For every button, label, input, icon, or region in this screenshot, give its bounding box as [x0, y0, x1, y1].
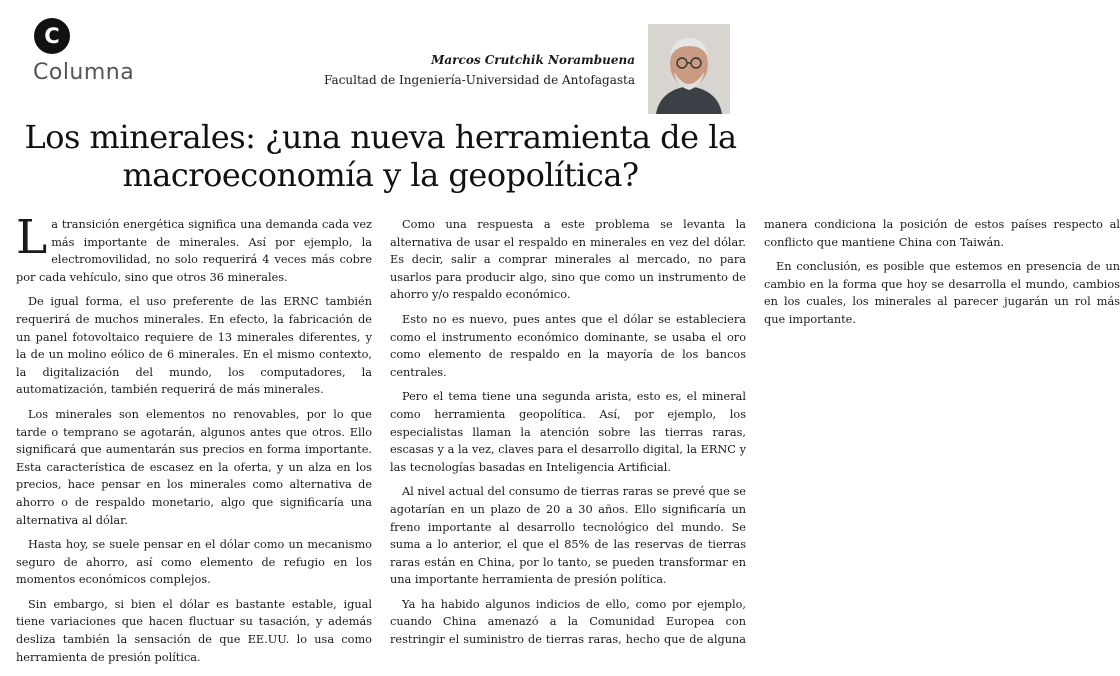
article-paragraph: Esto no es nuevo, pues antes que el dólar se estableciera como el instrumento económico dominante, se usaba el oro como elemento de respaldo en la mayoría de los bancos centrales. [390, 312, 746, 379]
author-photo [648, 24, 730, 114]
article-paragraph: Al nivel actual del consumo de tierras raras se prevé que se agotarían en un plazo de 20 a 30 años. Ello significaría un freno importante al desarrollo tecnológico del mundo. Se suma a lo anterior, el que el 85% de las reservas de tierras raras están en China, por lo tanto, se pueden transformar en una importante herramienta de presión política. [390, 485, 746, 587]
article-paragraph: La transición energética significa una demanda cada vez más importante de minerales. Así por ejemplo, la electromovilidad, no solo requerirá 4 veces más cobre por cada vehículo, sino que otros 36 minerales. [16, 210, 372, 284]
article-paragraph: De igual forma, el uso preferente de las ERNC también requerirá de muchos minerales. En efecto, la fabricación de un panel fotovoltaico requiere de 13 minerales diferentes, y la de un molino eólico de 6 minerales. En el mismo contexto, la digitalización del mundo, los computadores, la automatización, también requerirá de más minerales. [16, 295, 372, 397]
column-header [0, 0, 761, 118]
article-paragraph: En conclusión, es posible que estemos en presencia de un cambio en la forma que hoy se desarrolla el mundo, cambios en los cuales, los minerales al parecer jugarán un rol más que importante. [764, 260, 1120, 326]
drop-cap: L [16, 210, 48, 265]
article-paragraph: Los minerales son elementos no renovables, por lo que tarde o temprano se agotarán, algunos antes que otros. Ello significará que aumentarán sus precios en forma importante. Esta característica de escasez en la oferta, y un alza en los precios, hace pensar en los minerales como alternativa de ahorro o de respaldo monetario, algo que significaría una alternativa al dólar. [16, 407, 372, 527]
article-paragraph: Pero el tema tiene una segunda arista, esto es, el mineral como herramienta geopolítica. Así, por ejemplo, los especialistas llaman la atención sobre las tierras raras, escasas y a la vez, claves para el desarrollo digital, la ERNC y las tecnologías basadas en Inteligencia Artificial. [390, 390, 746, 474]
author-byline [324, 50, 635, 90]
article-paragraph: Sin embargo, si bien el dólar es bastante estable, igual tiene variaciones que hacen fluctuar su tasación, y además desliza también la sensación de que EE.UU. lo usa como herramienta de presión política. [16, 597, 372, 664]
article-title: Los minerales: ¿una nueva herramienta de la macroeconomía y la geopolítica? [24, 118, 737, 194]
article-paragraph: Como una respuesta a este problema se levanta la alternativa de usar el respaldo en minerales en vez del dólar. Es decir, salir a comprar minerales al mercado, no para usarlos para producir algo, sino que como un instrumento de ahorro y/o respaldo económico. [390, 218, 746, 302]
section-label: Columna [33, 60, 135, 85]
article-paragraph: Ya ha habido algunos indicios de ello, como por ejemplo, cuando China amenazó a la Comunidad Europea con restringir el suministro de tierras raras, hecho que de alguna manera condiciona la posición de estos países respecto al conflicto que mantiene China con Taiwán. [390, 218, 1120, 647]
column-badge: C [34, 18, 70, 54]
author-affiliation: Facultad de Ingeniería-Universidad de Antofagasta [324, 73, 635, 87]
author-name: Marcos Crutchik Norambuena [431, 53, 635, 67]
article-paragraph: Hasta hoy, se suele pensar en el dólar como un mecanismo seguro de ahorro, así como elemento de refugio en los momentos económicos complejos. [16, 538, 372, 587]
article-body [16, 210, 1120, 672]
